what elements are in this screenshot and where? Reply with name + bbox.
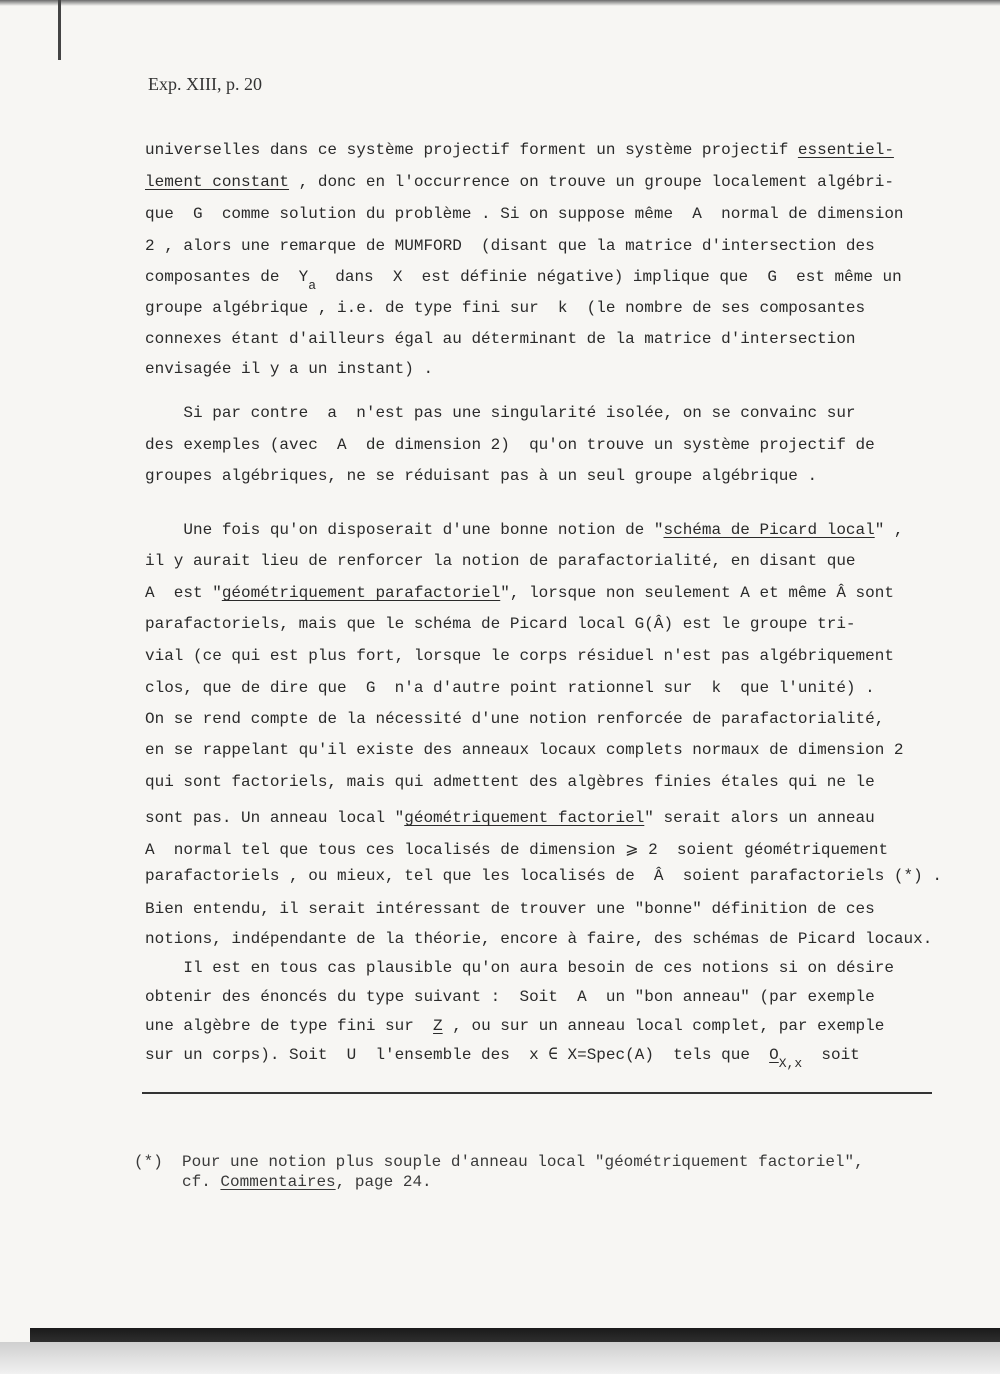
text-line: il y aurait lieu de renforcer la notion de parafactorialité, en disant que: [145, 552, 856, 570]
text-line: vial (ce qui est plus fort, lorsque le corps résiduel n'est pas algébriquement: [145, 647, 894, 665]
text-line: connexes étant d'ailleurs égal au déterminant de la matrice d'intersection: [145, 330, 856, 348]
text-line: sur un corps). Soit U l'ensemble des x ∈ X=Spec(A) tels que $O_{X,x}$ soit: [145, 1046, 860, 1071]
text-line: obtenir des énoncés du type suivant : Soit A un "bon anneau" (par exemple: [145, 988, 875, 1006]
text-line: parafactoriels , ou mieux, tel que les localisés de Â soient parafactoriels (*) .: [145, 867, 942, 885]
text-line: A normal tel que tous ces localisés de dimension ⩾ 2 soient géométriquement: [145, 841, 889, 859]
text-line: groupes algébriques, ne se réduisant pas à un seul groupe algébrique .: [145, 467, 818, 485]
text-line: envisagée il y a un instant) .: [145, 360, 434, 378]
text-line: clos, que de dire que G n'a d'autre point rationnel sur k que l'unité) .: [145, 679, 875, 697]
text-line: 2 , alors une remarque de MUMFORD (disant que la matrice d'intersection des: [145, 237, 875, 255]
text-line: notions, indépendante de la théorie, encore à faire, des schémas de Picard locaux.: [145, 930, 933, 948]
footnote-separator: [142, 1092, 932, 1094]
commentaires-reference: Commentaires: [220, 1173, 336, 1191]
text-line: Bien entendu, il serait intéressant de trouver une "bonne" définition de ces: [145, 900, 875, 918]
text-line: Une fois qu'on disposerait d'une bonne notion de "schéma de Picard local" ,: [145, 521, 904, 539]
text-line: A est "géométriquement parafactoriel", lorsque non seulement A et même Â sont: [145, 584, 894, 602]
footnote-line: (*) Pour une notion plus souple d'anneau local "géométriquement factoriel",: [134, 1153, 864, 1171]
text-line: sont pas. Un anneau local "géométriquement factoriel" serait alors un anneau: [145, 809, 875, 827]
text-line: qui sont factoriels, mais qui admettent des algèbres finies étales qui ne le: [145, 773, 875, 791]
footnote-line: cf. Commentaires, page 24.: [134, 1173, 432, 1191]
text-line: une algèbre de type fini sur Z , ou sur un anneau local complet, par exemple: [145, 1017, 885, 1035]
text-line: composantes de $Y_a$ dans X est définie négative) implique que G est même un: [145, 268, 902, 293]
page-label: Exp. XIII, p. 20: [148, 74, 262, 94]
text-line: des exemples (avec A de dimension 2) qu'on trouve un système projectif de: [145, 436, 875, 454]
text-line: Il est en tous cas plausible qu'on aura besoin de ces notions si on désire: [145, 959, 894, 977]
text-line: Si par contre a n'est pas une singularité isolée, on se convainc sur: [145, 404, 856, 422]
text-line: On se rend compte de la nécessité d'une notion renforcée de parafactorialité,: [145, 710, 885, 728]
scan-bottom-edge: [0, 1342, 1000, 1374]
text-line: en se rappelant qu'il existe des anneaux locaux complets normaux de dimension 2: [145, 741, 904, 759]
scan-top-edge: [0, 0, 1000, 6]
text-line: que G comme solution du problème . Si on suppose même A normal de dimension: [145, 205, 904, 223]
scan-bottom-bar: [30, 1328, 1000, 1342]
scan-binding-mark: [58, 0, 61, 60]
text-line: parafactoriels, mais que le schéma de Picard local G(Â) est le groupe tri-: [145, 615, 856, 633]
text-line: lement constant , donc en l'occurrence on trouve un groupe localement algébri-: [145, 173, 894, 191]
text-line: universelles dans ce système projectif forment un système projectif essentiel-: [145, 141, 894, 159]
text-line: groupe algébrique , i.e. de type fini sur k (le nombre de ses composantes: [145, 299, 866, 317]
